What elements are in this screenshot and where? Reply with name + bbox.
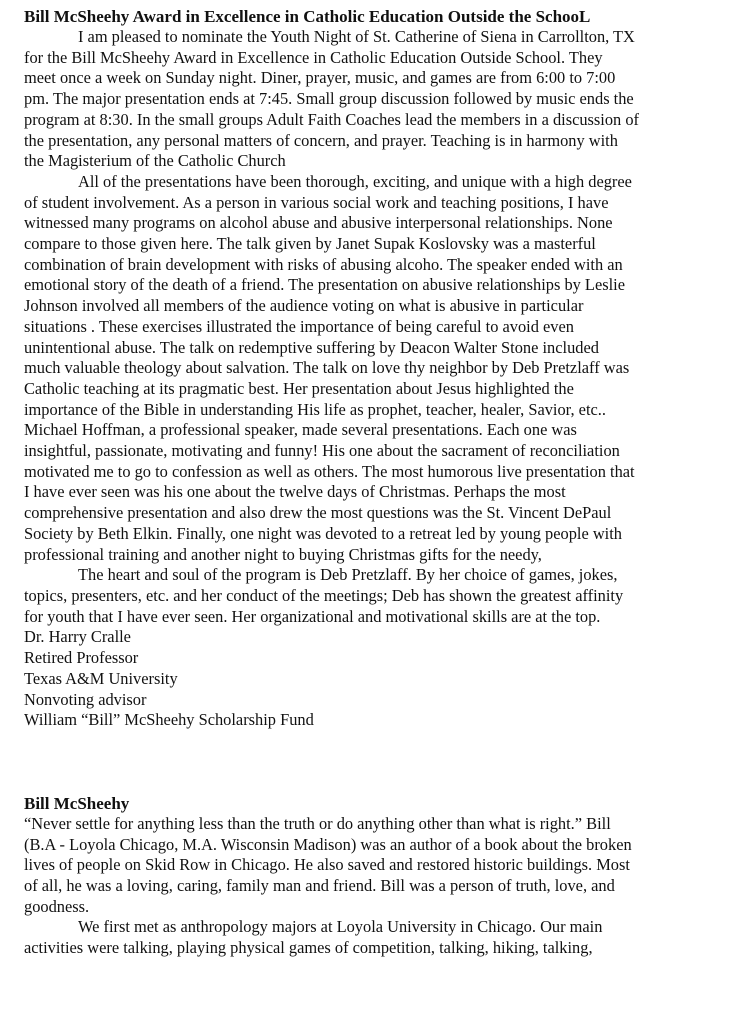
signature-title: Retired Professor (24, 648, 139, 668)
text-line: the presentation, any personal matters of concern, and prayer. Teaching is in harmony with (24, 130, 618, 150)
text-line: I am pleased to nominate the Youth Night of St. Catherine of Siena in Carrollton, TX (78, 27, 635, 46)
text-line: activities were talking, playing physical games of competition, talking, hiking, talking, (24, 938, 593, 958)
bio-section (24, 793, 724, 959)
text-line: witnessed many programs on alcohol abuse and abusive interpersonal relationships. None (24, 213, 613, 233)
text-line: All of the presentations have been thorough, exciting, and unique with a high degree (78, 171, 632, 191)
text-line: (B.A - Loyola Chicago, M.A. Wisconsin Madison) was an author of a book about the broken (24, 834, 632, 854)
text-line: topics, presenters, etc. and her conduct of the meetings; Deb has shown the greatest affinity (24, 585, 624, 605)
text-line: “Never settle for anything less than the truth or do anything other than what is right.” Bill (24, 813, 611, 833)
text-line: Society by Beth Elkin. Finally, one night was devoted to a retreat led by young people with (24, 523, 622, 543)
section-spacer (24, 731, 724, 793)
text-line: Michael Hoffman, a professional speaker, made several presentations. Each one was (24, 420, 577, 440)
signature-name: Dr. Harry Cralle (24, 627, 131, 647)
text-line: We first met as anthropology majors at Loyola University in Chicago. Our main (78, 917, 603, 937)
text-line: Catholic teaching at its pragmatic best. Her presentation about Jesus highlighted the (24, 378, 574, 398)
text-line: of all, he was a loving, caring, family man and friend. Bill was a person of truth, love, and (24, 876, 615, 896)
signature-organization: William “Bill” McSheehy Scholarship Fund (24, 710, 314, 730)
text-line: professional training and another night to buying Christmas gifts for the needy, (24, 544, 542, 564)
award-section (24, 6, 724, 731)
award-paragraph-2 (24, 172, 724, 565)
text-line: importance of the Bible in understanding His life as prophet, teacher, healer, Savior, etc.. (24, 399, 606, 419)
text-line: for the Bill McSheehy Award in Excellence in Catholic Education Outside School. They (24, 47, 603, 67)
bio-paragraph-1 (24, 814, 724, 918)
text-line: The heart and soul of the program is Deb Pretzlaff. By her choice of games, jokes, (78, 565, 618, 585)
text-line: situations . These exercises illustrated the importance of being careful to avoid even (24, 316, 574, 336)
text-line: program at 8:30. In the small groups Adult Faith Coaches lead the members in a discussion of (24, 109, 639, 129)
text-line: I have ever seen was his one about the twelve days of Christmas. Perhaps the most (24, 482, 566, 502)
text-line: compare to those given here. The talk given by Janet Supak Koslovsky was a masterful (24, 234, 596, 254)
text-line: goodness. (24, 896, 90, 916)
text-line: the Magisterium of the Catholic Church (24, 151, 286, 171)
text-line: comprehensive presentation and also drew the most questions was the St. Vincent DePaul (24, 503, 612, 523)
award-paragraph-1 (24, 27, 724, 172)
bio-heading: Bill McSheehy (24, 793, 130, 813)
text-line: unintentional abuse. The talk on redemptive suffering by Deacon Walter Stone included (24, 337, 599, 357)
signature-institution: Texas A&M University (24, 668, 178, 688)
bio-paragraph-2 (24, 917, 724, 958)
text-line: insightful, passionate, motivating and funny! His one about the sacrament of reconciliation (24, 441, 620, 461)
text-line: motivated me to go to confession as well as others. The most humorous live presentation that (24, 461, 635, 481)
text-line: much valuable theology about salvation. The talk on love thy neighbor by Deb Pretzlaff was (24, 358, 630, 378)
text-line: lives of people on Skid Row in Chicago. He also saved and restored historic buildings. Most (24, 855, 630, 875)
award-heading: Bill McSheehy Award in Excellence in Catholic Education Outside the SchooL (24, 7, 591, 26)
text-line: Johnson involved all members of the audience voting on what is abusive in particular (24, 296, 584, 316)
text-line: of student involvement. As a person in various social work and teaching positions, I have (24, 192, 609, 212)
text-line: for youth that I have ever seen. Her organizational and motivational skills are at the top. (24, 606, 601, 626)
signature-role: Nonvoting advisor (24, 689, 147, 709)
award-paragraph-3 (24, 565, 724, 627)
document-page (24, 6, 724, 959)
signature-block (24, 627, 724, 731)
text-line: pm. The major presentation ends at 7:45. Small group discussion followed by music ends the (24, 89, 634, 109)
text-line: meet once a week on Sunday night. Diner, prayer, music, and games are from 6:00 to 7:00 (24, 68, 616, 88)
text-line: combination of brain development with risks of abusing alcoho. The speaker ended with an (24, 254, 623, 274)
text-line: emotional story of the death of a friend. The presentation on abusive relationships by Leslie (24, 275, 625, 295)
